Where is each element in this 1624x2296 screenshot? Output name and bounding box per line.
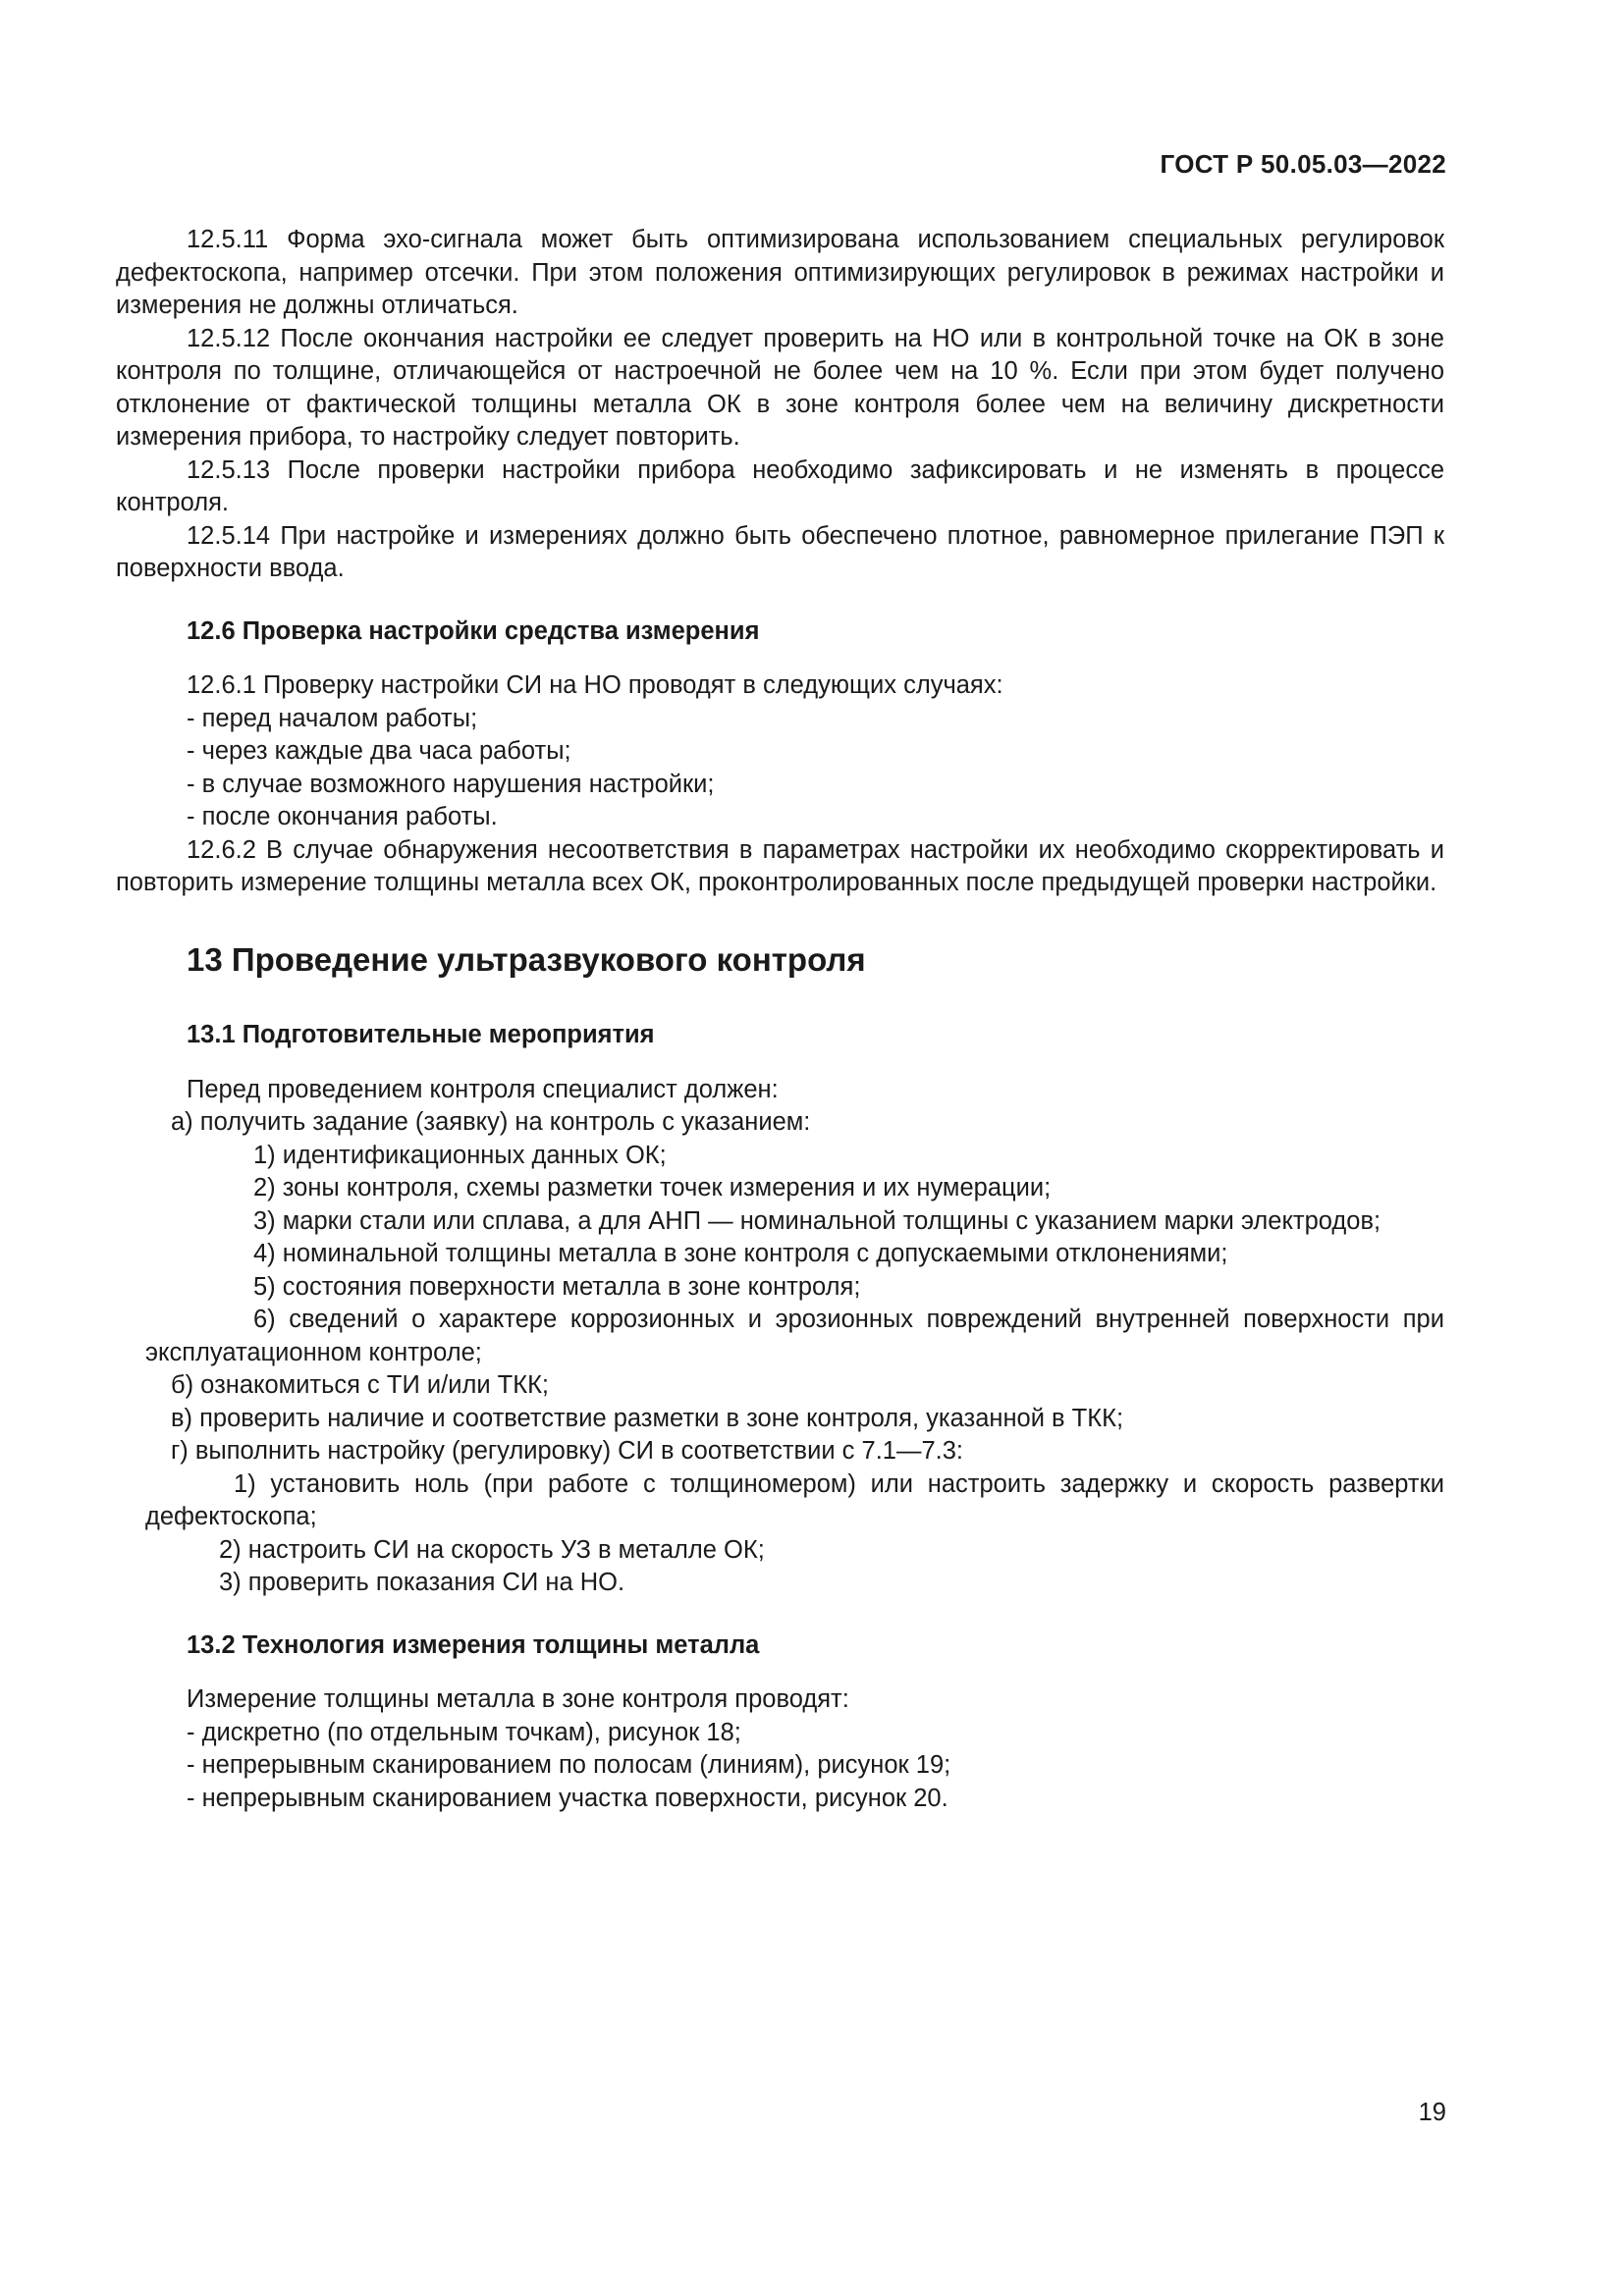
paragraph-12-6-1: 12.6.1 Проверку настройки СИ на НО проводят в следующих случаях:	[187, 671, 1003, 699]
list-item: 3) марки стали или сплава, а для АНП — номинальной толщины с указанием марки электродов;	[253, 1206, 1381, 1235]
section-12-6-title: 12.6 Проверка настройки средства измерения	[187, 616, 760, 645]
section-13-1-title: 13.1 Подготовительные мероприятия	[187, 1021, 655, 1048]
list-item: - перед началом работы;	[116, 703, 1444, 736]
list-item-v: в) проверить наличие и соответствие разметки в зоне контроля, указанной в ТКК;	[171, 1404, 1124, 1432]
list-item: - через каждые два часа работы;	[116, 735, 1444, 769]
list-item: - дискретно (по отдельным точкам), рисунок 18;	[116, 1717, 1444, 1750]
paragraph-12-5-12: 12.5.12 После окончания настройки ее следует проверить на НО или в контрольной точке на ОК в зоне контроля по толщине, отличающейся от настроечной не более чем на 10 %. Если при этом будет получено отклонение от фактической толщины металла ОК в зоне контроля более чем на величину дискретности измерения прибора, то настройку следует повторить.	[116, 324, 1444, 451]
paragraph-13-1-intro: Перед проведением контроля специалист должен:	[187, 1075, 779, 1103]
list-item: 1) установить ноль (при работе с толщиномером) или настроить задержку и скорость развертки дефектоскопа;	[145, 1469, 1444, 1530]
list-item: 6) сведений о характере коррозионных и эрозионных повреждений внутренней поверхности при эксплуатационном контроле;	[145, 1306, 1444, 1366]
list-item: 1) идентификационных данных ОК;	[253, 1141, 667, 1169]
paragraph-13-2-intro: Измерение толщины металла в зоне контроля проводят:	[187, 1685, 849, 1713]
paragraph-12-5-14: 12.5.14 При настройке и измерениях должно быть обеспечено плотное, равномерное прилегание ПЭП к поверхности ввода.	[116, 521, 1444, 582]
list-item: 4) номинальной толщины металла в зоне контроля с допускаемыми отклонениями;	[253, 1240, 1228, 1267]
list-item: 3) проверить показания СИ на НО.	[219, 1569, 625, 1596]
page-number: 19	[1418, 2099, 1446, 2126]
paragraph-12-5-13: 12.5.13 После проверки настройки прибора необходимо зафиксировать и не изменять в процессе контроля.	[116, 455, 1444, 516]
list-item-g: г) выполнить настройку (регулировку) СИ в соответствии с 7.1—7.3:	[171, 1437, 963, 1465]
paragraph-12-5-11: 12.5.11 Форма эхо-сигнала может быть оптимизирована использованием специальных регулировок дефектоскопа, например отсечки. При этом положения оптимизирующих регулировок в режимах настройки и измерения не должны отличаться.	[116, 226, 1444, 319]
list-item-b: б) ознакомиться с ТИ и/или ТКК;	[171, 1371, 550, 1399]
list-item: 5) состояния поверхности металла в зоне контроля;	[253, 1272, 861, 1301]
list-item: 2) настроить СИ на скорость УЗ в металле ОК;	[219, 1535, 765, 1564]
list-item: - в случае возможного нарушения настройки;	[116, 769, 1444, 802]
section-13-title: 13 Проведение ультразвукового контроля	[187, 940, 866, 978]
paragraph-12-6-2: 12.6.2 В случае обнаружения несоответствия в параметрах настройки их необходимо скорректировать и повторить измерение толщины металла всех ОК, проконтролированных после предыдущей проверки настройки.	[116, 835, 1444, 896]
list-item: - непрерывным сканированием участка поверхности, рисунок 20.	[116, 1783, 1444, 1816]
list-item: 2) зоны контроля, схемы разметки точек измерения и их нумерации;	[253, 1174, 1052, 1201]
list-item-a: а) получить задание (заявку) на контроль с указанием:	[171, 1108, 811, 1136]
list-item: - после окончания работы.	[116, 801, 1444, 834]
document-code-header: ГОСТ Р 50.05.03—2022	[1160, 149, 1446, 179]
list-item: - непрерывным сканированием по полосам (линиям), рисунок 19;	[116, 1749, 1444, 1783]
document-body	[116, 224, 1444, 1815]
section-13-2-title: 13.2 Технология измерения толщины металла	[187, 1630, 760, 1659]
